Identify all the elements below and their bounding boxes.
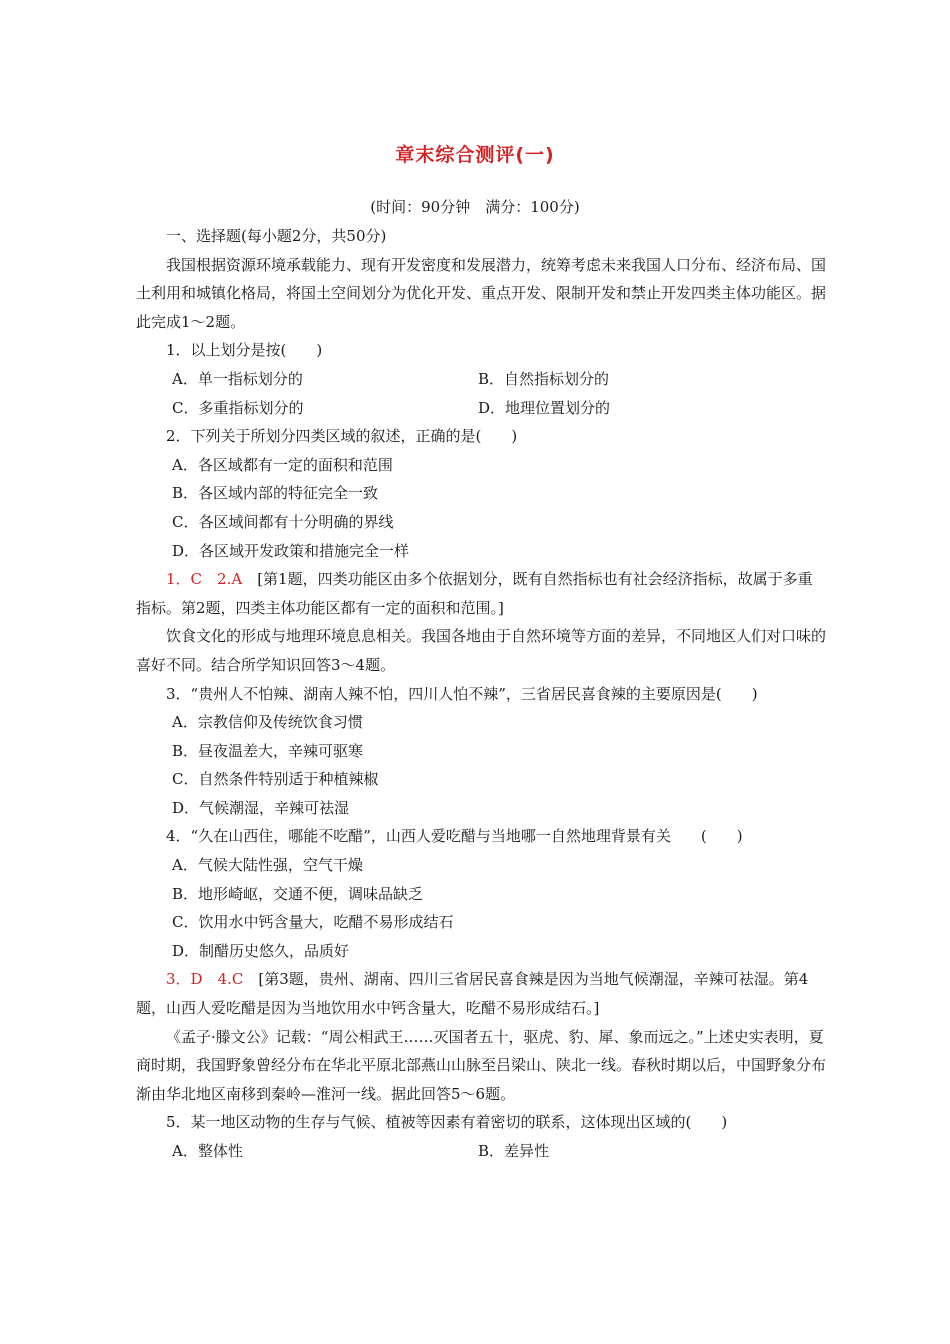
page-title: 章末综合测评(一) [395,144,555,166]
option: A．气候大陆性强，空气干燥 [172,856,363,875]
question-stem: 5．某一地区动物的生存与气候、植被等因素有着密切的联系，这体现出区域的( ) [166,1113,728,1132]
document-body [136,222,826,1166]
option: D．各区域开发政策和措施完全一样 [172,541,410,560]
answer-explanation [136,965,826,1022]
explanation-text: [第3题，贵州、湖南、四川三省居民喜食辣是因为当地气候潮湿，辛辣可祛湿。第4题，山西人爱吃醋是因为当地饮用水中钙含量大，吃醋不易形成结石。] [136,970,809,1018]
option: A．整体性 [172,1142,243,1160]
option: D．地理位置划分的 [478,398,611,417]
option: A．宗教信仰及传统饮食习惯 [172,713,363,732]
answer-key: 1．C 2.A [166,570,243,589]
question-stem: 3．“贵州人不怕辣、湖南人辣不怕，四川人怕不辣”，三省居民喜食辣的主要原因是( ) [166,684,758,703]
option: C．各区域间都有十分明确的界线 [172,512,394,531]
option-row [136,1137,826,1166]
passage: 饮食文化的形成与地理环境息息相关。我国各地由于自然环境等方面的差异，不同地区人们对口味的喜好不同。结合所学知识回答3～4题。 [136,627,827,674]
exam-meta: (时间：90分钟 满分：100分) [370,198,580,216]
option: B．地形崎岖，交通不便，调味品缺乏 [172,884,424,903]
explanation-text: [第1题，四类功能区由多个依据划分，既有自然指标也有社会经济指标，故属于多重指标。第2题，四类主体功能区都有一定的面积和范围。] [136,570,813,617]
question-stem: 2．下列关于所划分四类区域的叙述，正确的是( ) [166,427,518,446]
option: D．制醋历史悠久，品质好 [172,941,350,960]
option-row [136,394,826,423]
option: B．昼夜温差大，辛辣可驱寒 [172,741,364,760]
option: C．多重指标划分的 [172,398,304,417]
option: C．自然条件特别适于种植辣椒 [172,770,379,789]
option: B．各区域内部的特征完全一致 [172,484,379,503]
section-heading: 一、选择题(每小题2分，共50分) [166,227,387,245]
option: A．各区域都有一定的面积和范围 [172,455,393,474]
option: D．气候潮湿，辛辣可祛湿 [172,798,350,817]
option: A．单一指标划分的 [172,369,303,388]
passage: 《孟子·滕文公》记载：“周公相武王……灭国者五十，驱虎、豹、犀、象而远之。”上述史实表明，夏商时期，我国野象曾经分布在华北平原北部燕山山脉至吕梁山、陕北一线。春秋时期以后，中国野象分布渐由华北地区南移到秦岭—淮河一线。据此回答5～6题。 [136,1027,827,1103]
option: B．自然指标划分的 [478,369,610,388]
question-stem: 1．以上划分是按( ) [166,341,323,360]
question-stem: 4．“久在山西住，哪能不吃醋”，山西人爱吃醋与当地哪一自然地理背景有关 ( ) [166,827,743,846]
passage: 我国根据资源环境承载能力、现有开发密度和发展潜力，统筹考虑未来我国人口分布、经济布局、国土利用和城镇化格局，将国土空间划分为优化开发、重点开发、限制开发和禁止开发四类主体功能区。据此完成1～2题。 [136,255,827,331]
option: C．饮用水中钙含量大，吃醋不易形成结石 [172,913,454,932]
option: B．差异性 [478,1142,550,1160]
option-row [136,365,826,394]
answer-key: 3．D 4.C [166,970,244,989]
answer-explanation [136,565,826,622]
